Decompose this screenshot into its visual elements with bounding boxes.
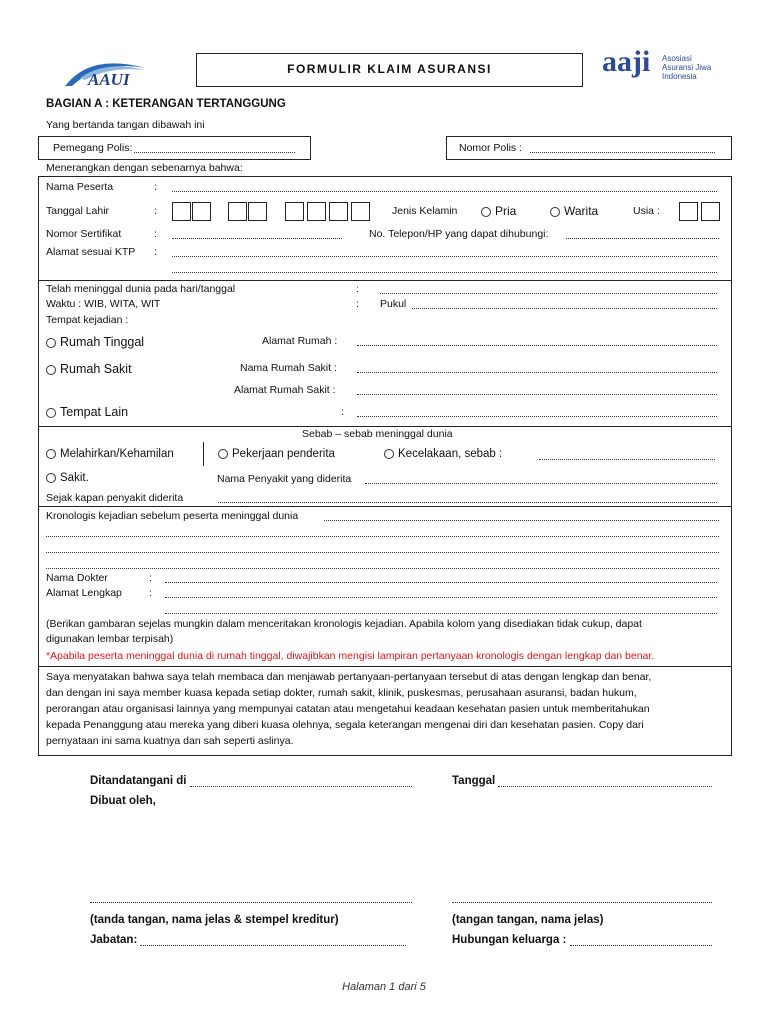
colon: : — [149, 572, 152, 584]
address-field-2[interactable] — [172, 272, 717, 273]
home-address-label: Alamat Rumah : — [262, 335, 338, 347]
section-a-intro: Yang bertanda tangan dibawah ini — [46, 119, 205, 131]
dob-year-digit[interactable] — [351, 202, 370, 221]
relation-label: Hubungan keluarga : — [452, 934, 567, 946]
other-place-field[interactable] — [357, 416, 717, 417]
place-other-label: Tempat Lain — [60, 405, 129, 419]
cause-work-radio[interactable] — [218, 448, 335, 460]
place-hospital-label: Rumah Sakit — [60, 362, 132, 376]
signed-at-field[interactable] — [190, 786, 412, 787]
age-digit[interactable] — [679, 202, 698, 221]
place-other-radio[interactable] — [46, 405, 128, 419]
hospital-address-field[interactable] — [357, 394, 717, 395]
divider — [38, 506, 731, 507]
creditor-signature-field[interactable] — [90, 902, 412, 903]
hospital-name-label: Nama Rumah Sakit : — [240, 362, 337, 374]
radio-icon — [481, 207, 491, 217]
position-label: Jabatan: — [90, 934, 138, 946]
disease-label: Nama Penyakit yang diderita — [217, 473, 352, 485]
address-label: Alamat sesuai KTP — [46, 246, 136, 258]
statement-line: dan dengan ini saya member kuasa kepada setiap dokter, rumah sakit, klinik, puskesmas, perusahaan asuransi, badan hukum, — [46, 687, 637, 699]
family-signature-caption: (tangan tangan, nama jelas) — [452, 914, 604, 926]
creditor-signature-caption: (tanda tangan, nama jelas & stempel kreditur) — [90, 914, 339, 926]
statement-line: kepada Penanggung atau mereka yang diberi kuasa olehnya, segala keterangan mengenai diri dan kesehatan pasien. Copy dari — [46, 719, 644, 731]
statement-line: perorangan atau organisasi lainnya yang mempunyai catatan atau mengetahui keadaan kesehatan pasien untuk memberitahukan — [46, 703, 650, 715]
aaji-logo-mark: aaji — [602, 45, 651, 78]
dob-day-digit[interactable] — [172, 202, 191, 221]
gender-male-radio[interactable] — [481, 204, 516, 218]
radio-icon — [46, 338, 56, 348]
radio-icon — [218, 449, 228, 459]
chronology-label: Kronologis kejadian sebelum peserta meninggal dunia — [46, 510, 299, 522]
cause-accident-radio[interactable] — [384, 448, 502, 460]
aaui-logo — [60, 48, 150, 93]
dob-year-digit[interactable] — [307, 202, 326, 221]
age-label: Usia : — [633, 205, 660, 217]
radio-icon — [384, 449, 394, 459]
gender-female-label: Warita — [564, 204, 599, 218]
accident-cause-field[interactable] — [539, 459, 715, 460]
colon: : — [149, 587, 152, 599]
hospital-address-label: Alamat Rumah Sakit : — [234, 384, 336, 396]
dob-month-digit[interactable] — [228, 202, 247, 221]
doctor-address-label: Alamat Lengkap — [46, 587, 122, 599]
death-date-label: Telah meninggal dunia pada hari/tanggal — [46, 283, 236, 295]
divider — [203, 442, 204, 466]
page-number: Halaman 1 dari 5 — [342, 981, 426, 993]
aaui-logo-text: AAUI — [88, 70, 130, 89]
aaji-logo-line2: Asuransi Jiwa — [662, 63, 712, 72]
dob-year-digit[interactable] — [285, 202, 304, 221]
dob-month-digit[interactable] — [248, 202, 267, 221]
cause-birth-radio[interactable] — [46, 448, 174, 460]
relation-field[interactable] — [570, 945, 712, 946]
chronology-field-3[interactable] — [46, 552, 719, 553]
gender-female-radio[interactable] — [550, 204, 598, 218]
colon: : — [356, 283, 359, 295]
place-hospital-radio[interactable] — [46, 362, 132, 376]
chronology-field-2[interactable] — [46, 536, 719, 537]
dob-year-digit[interactable] — [329, 202, 348, 221]
colon: : — [356, 298, 359, 310]
gender-label: Jenis Kelamin — [392, 205, 458, 217]
disease-field[interactable] — [365, 483, 717, 484]
date-label: Tanggal — [452, 775, 496, 787]
death-hour-field[interactable] — [412, 308, 717, 309]
cause-sick-radio[interactable] — [46, 472, 89, 484]
divider — [38, 280, 731, 281]
colon: : — [154, 181, 157, 193]
policy-holder-field[interactable] — [134, 152, 295, 153]
colon: : — [154, 205, 157, 217]
cause-heading: Sebab – sebab meninggal dunia — [302, 428, 453, 440]
divider — [38, 426, 731, 427]
death-hour-label: Pukul — [380, 298, 407, 310]
certificate-label: Nomor Sertifikat — [46, 228, 122, 240]
cause-work-label: Pekerjaan penderita — [232, 448, 335, 460]
policy-number-label: Nomor Polis : — [459, 142, 523, 154]
doctor-address-field[interactable] — [165, 597, 717, 598]
disease-since-field[interactable] — [218, 502, 717, 503]
place-home-label: Rumah Tinggal — [60, 335, 145, 349]
colon: : — [154, 246, 157, 258]
place-home-radio[interactable] — [46, 335, 144, 349]
dob-day-digit[interactable] — [192, 202, 211, 221]
certificate-field[interactable] — [172, 238, 342, 239]
disease-since-label: Sejak kapan penyakit diderita — [46, 492, 184, 504]
aaji-logo-line1: Asosiasi — [662, 54, 692, 63]
dob-label: Tanggal Lahir — [46, 205, 110, 217]
radio-icon — [46, 449, 56, 459]
doctor-name-label: Nama Dokter — [46, 572, 108, 584]
statement-line: pernyataan ini sama kuatnya dan sah seperti aslinya. — [46, 735, 294, 747]
date-field[interactable] — [498, 786, 712, 787]
radio-icon — [46, 473, 56, 483]
section-a-heading: BAGIAN A : KETERANGAN TERTANGGUNG — [46, 98, 286, 110]
hospital-name-field[interactable] — [357, 372, 717, 373]
doctor-address-field-2[interactable] — [165, 613, 717, 614]
gender-male-label: Pria — [495, 204, 517, 218]
family-signature-field[interactable] — [452, 902, 712, 903]
death-date-field[interactable] — [380, 293, 717, 294]
statement-line: Saya menyatakan bahwa saya telah membaca dan menjawab pertanyaan-pertanyaan tersebut di atas dengan lengkap dan benar, — [46, 671, 652, 683]
doctor-name-field[interactable] — [165, 582, 717, 583]
aaji-logo — [600, 45, 730, 90]
address-field[interactable] — [172, 256, 717, 257]
home-address-field[interactable] — [357, 345, 717, 346]
chronology-note-line1: (Berikan gambaran sejelas mungkin dalam menceritakan kronologis kejadian. Apabila kolom yang disediakan tidak cukup, dapat — [46, 618, 642, 630]
chronology-warning: *Apabila peserta meninggal dunia di rumah tinggal, diwajibkan mengisi lampiran pertanyaan kronologis dengan lengkap dan benar. — [46, 650, 655, 662]
cause-sick-label: Sakit. — [60, 472, 89, 484]
participant-name-label: Nama Peserta — [46, 181, 114, 193]
chronology-field-4[interactable] — [46, 568, 719, 569]
participant-name-field[interactable] — [172, 191, 717, 192]
cause-birth-label: Melahirkan/Kehamilan — [60, 448, 174, 460]
phone-field[interactable] — [566, 238, 719, 239]
policy-number-field[interactable] — [530, 152, 715, 153]
made-by-label: Dibuat oleh, — [90, 795, 156, 807]
signed-at-label: Ditandatangani di — [90, 775, 187, 787]
colon: : — [154, 228, 157, 240]
divider — [38, 666, 731, 667]
aaji-logo-line3: Indonesia — [662, 72, 697, 81]
death-time-label: Waktu : WIB, WITA, WIT — [46, 298, 161, 310]
chronology-field[interactable] — [324, 520, 719, 521]
age-digit[interactable] — [701, 202, 720, 221]
position-field[interactable] — [140, 945, 406, 946]
colon: : — [341, 406, 344, 418]
declaration-text: Menerangkan dengan sebenarnya bahwa: — [46, 162, 243, 174]
radio-icon — [46, 365, 56, 375]
form-title: FORMULIR KLAIM ASURANSI — [287, 62, 492, 76]
place-label: Tempat kejadian : — [46, 314, 129, 326]
cause-accident-label: Kecelakaan, sebab : — [398, 448, 503, 460]
policy-holder-label: Pemegang Polis: — [53, 142, 133, 154]
phone-label: No. Telepon/HP yang dapat dihubungi: — [369, 228, 549, 240]
chronology-note-line2: digunakan lembar terpisah) — [46, 633, 174, 645]
statement-block — [46, 669, 726, 749]
radio-icon — [46, 408, 56, 418]
radio-icon — [550, 207, 560, 217]
